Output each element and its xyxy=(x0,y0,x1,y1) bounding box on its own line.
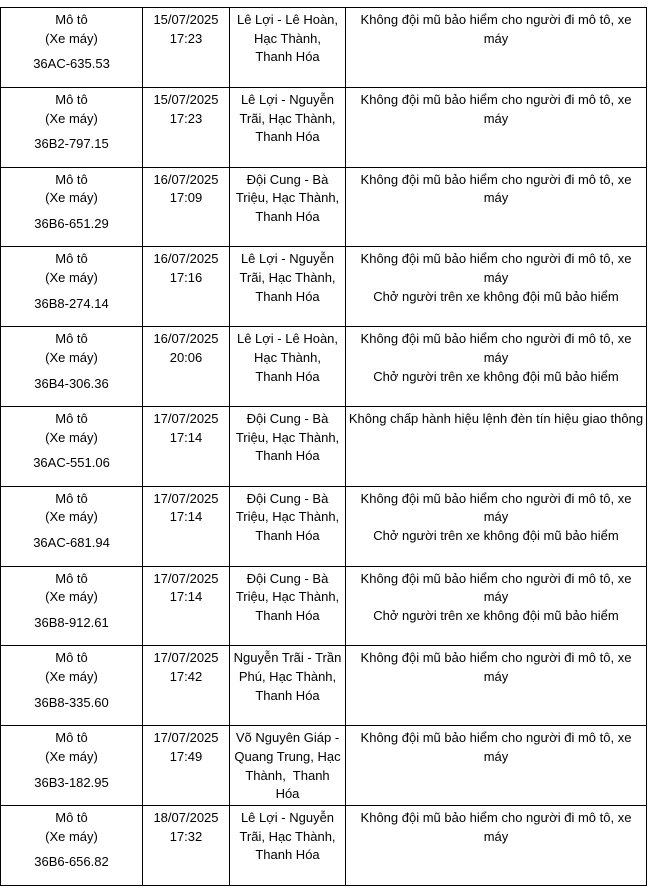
violation-date: 16/07/2025 xyxy=(153,331,219,347)
vehicle-type: Mô tô xyxy=(55,251,88,267)
violation-cell xyxy=(346,8,647,88)
violation-cell xyxy=(346,726,647,806)
vehicle-cell xyxy=(1,247,143,327)
vehicle-subtype: (Xe máy) xyxy=(45,429,98,445)
table-row xyxy=(1,167,647,247)
violation-time: 20:06 xyxy=(169,349,203,365)
location-line: Hạc Thành, xyxy=(254,30,321,46)
location-line: Thanh Hóa xyxy=(255,49,320,65)
violation-cell xyxy=(346,247,647,327)
violation-time: 17:23 xyxy=(169,110,203,126)
location-line: Lê Lợi - Nguyễn xyxy=(240,251,335,267)
location-cell xyxy=(230,8,346,88)
violation-cell xyxy=(346,167,647,247)
violation-date: 16/07/2025 xyxy=(153,251,219,267)
time-cell xyxy=(143,566,230,646)
license-plate: 36AC-681.94 xyxy=(33,535,110,551)
location-cell xyxy=(230,646,346,726)
violation-date: 17/07/2025 xyxy=(153,730,219,746)
violation-text: Không đội mũ bảo hiểm cho người đi mô tô, xe xyxy=(360,570,632,586)
violation-date: 15/07/2025 xyxy=(153,91,219,107)
location-line: Đội Cung - Bà xyxy=(246,490,329,506)
vehicle-cell xyxy=(1,327,143,407)
vehicle-subtype: (Xe máy) xyxy=(45,30,98,46)
vehicle-type: Mô tô xyxy=(55,91,88,107)
violation-text: Không đội mũ bảo hiểm cho người đi mô tô, xe xyxy=(360,730,632,746)
location-line: Trãi, Hạc Thành, xyxy=(239,270,336,286)
time-cell xyxy=(143,87,230,167)
vehicle-cell xyxy=(1,646,143,726)
location-line: Thanh Hóa xyxy=(255,288,320,304)
vehicle-type: Mô tô xyxy=(55,809,88,825)
violation-time: 17:32 xyxy=(169,828,203,844)
license-plate: 36B4-306.36 xyxy=(34,375,109,391)
location-line: Thanh Hóa xyxy=(255,607,320,623)
time-cell xyxy=(143,247,230,327)
vehicle-type: Mô tô xyxy=(55,730,88,746)
violation-time: 17:09 xyxy=(169,190,203,206)
license-plate: 36AC-551.06 xyxy=(33,455,110,471)
violations-table xyxy=(0,7,647,886)
vehicle-cell xyxy=(1,566,143,646)
location-line: Đội Cung - Bà xyxy=(246,171,329,187)
vehicle-type: Mô tô xyxy=(55,331,88,347)
location-line: Hóa xyxy=(275,786,300,802)
violation-text: Không đội mũ bảo hiểm cho người đi mô tô, xe xyxy=(360,251,632,267)
vehicle-type: Mô tô xyxy=(55,410,88,426)
violation-cell xyxy=(346,327,647,407)
vehicle-cell xyxy=(1,805,143,885)
time-cell xyxy=(143,167,230,247)
location-line: Thanh Hóa xyxy=(255,528,320,544)
location-line: Trãi, Hạc Thành, xyxy=(239,110,336,126)
table-body xyxy=(1,8,647,886)
violation-time: 17:42 xyxy=(169,669,203,685)
violation-date: 17/07/2025 xyxy=(153,570,219,586)
table-row xyxy=(1,87,647,167)
violation-text: Không đội mũ bảo hiểm cho người đi mô tô, xe xyxy=(360,171,632,187)
violation-text: Không đội mũ bảo hiểm cho người đi mô tô, xe xyxy=(360,490,632,506)
violation-time: 17:23 xyxy=(169,30,203,46)
location-line: Phú, Hạc Thành, xyxy=(238,669,337,685)
vehicle-subtype: (Xe máy) xyxy=(45,748,98,764)
violation-text: Chở người trên xe không đội mũ bảo hiểm xyxy=(373,368,619,384)
violation-date: 17/07/2025 xyxy=(153,410,219,426)
location-line: Trãi, Hạc Thành, xyxy=(239,828,336,844)
table-row xyxy=(1,726,647,806)
vehicle-type: Mô tô xyxy=(55,12,88,27)
violation-text: máy xyxy=(483,190,509,206)
vehicle-type: Mô tô xyxy=(55,570,88,586)
violation-text: Chở người trên xe không đội mũ bảo hiểm xyxy=(373,607,619,623)
location-line: Võ Nguyên Giáp - xyxy=(235,730,340,746)
location-line: Thanh Hóa xyxy=(255,209,320,224)
violation-text: Không đội mũ bảo hiểm cho người đi mô tô, xe xyxy=(360,809,632,825)
location-cell xyxy=(230,805,346,885)
location-cell xyxy=(230,167,346,247)
vehicle-type: Mô tô xyxy=(55,490,88,506)
location-line: Đội Cung - Bà xyxy=(246,570,329,586)
violation-cell xyxy=(346,406,647,486)
time-cell xyxy=(143,726,230,806)
violation-time: 17:49 xyxy=(169,748,203,764)
vehicle-cell xyxy=(1,87,143,167)
location-line: Quang Trung, Hạc xyxy=(234,748,341,764)
vehicle-subtype: (Xe máy) xyxy=(45,110,98,126)
violation-text: máy xyxy=(483,110,509,126)
location-line: Triệu, Hạc Thành, xyxy=(235,190,340,206)
violation-text: Không đội mũ bảo hiểm cho người đi mô tô, xe xyxy=(360,331,632,347)
vehicle-cell xyxy=(1,8,143,88)
license-plate: 36B2-797.15 xyxy=(34,136,109,152)
license-plate: 36B8-912.61 xyxy=(34,614,109,630)
location-line: Nguyễn Trãi - Trần xyxy=(233,650,342,666)
violation-time: 17:14 xyxy=(169,589,203,605)
time-cell xyxy=(143,486,230,566)
license-plate: 36B8-335.60 xyxy=(34,694,109,710)
vehicle-cell xyxy=(1,167,143,247)
license-plate: 36AC-635.53 xyxy=(33,56,110,72)
violation-text: Không đội mũ bảo hiểm cho người đi mô tô, xe xyxy=(360,650,632,666)
violation-text: máy xyxy=(483,509,509,525)
violation-cell xyxy=(346,805,647,885)
time-cell xyxy=(143,646,230,726)
location-cell xyxy=(230,406,346,486)
vehicle-subtype: (Xe máy) xyxy=(45,190,98,206)
time-cell xyxy=(143,8,230,88)
location-line: Thanh Hóa xyxy=(255,847,320,863)
table-row xyxy=(1,8,647,88)
location-line: Thanh Hóa xyxy=(255,368,320,384)
violation-date: 15/07/2025 xyxy=(153,12,219,27)
vehicle-cell xyxy=(1,486,143,566)
violation-cell xyxy=(346,486,647,566)
location-line: Hạc Thành, xyxy=(254,349,321,365)
violation-cell xyxy=(346,87,647,167)
violation-text: Không đội mũ bảo hiểm cho người đi mô tô, xe xyxy=(360,91,632,107)
table-row xyxy=(1,486,647,566)
location-line: Thanh Hóa xyxy=(255,448,320,464)
violation-text: máy xyxy=(483,349,509,365)
location-line: Lê Lợi - Lê Hoàn, xyxy=(236,331,339,347)
location-line: Lê Lợi - Nguyễn xyxy=(240,809,335,825)
table-row xyxy=(1,406,647,486)
violation-text: máy xyxy=(483,748,509,764)
time-cell xyxy=(143,805,230,885)
vehicle-type: Mô tô xyxy=(55,650,88,666)
violation-text: máy xyxy=(483,270,509,286)
table-row xyxy=(1,566,647,646)
vehicle-type: Mô tô xyxy=(55,171,88,187)
vehicle-subtype: (Xe máy) xyxy=(45,349,98,365)
table-row xyxy=(1,805,647,885)
location-cell xyxy=(230,726,346,806)
violation-time: 17:14 xyxy=(169,429,203,445)
table-row xyxy=(1,646,647,726)
violation-date: 17/07/2025 xyxy=(153,650,219,666)
table-row xyxy=(1,247,647,327)
violation-cell xyxy=(346,566,647,646)
license-plate: 36B3-182.95 xyxy=(34,774,109,790)
violation-date: 17/07/2025 xyxy=(153,490,219,506)
violation-text: máy xyxy=(483,589,509,605)
violation-time: 17:16 xyxy=(169,270,203,286)
vehicle-subtype: (Xe máy) xyxy=(45,828,98,844)
violation-text: Chở người trên xe không đội mũ bảo hiểm xyxy=(373,528,619,544)
license-plate: 36B6-651.29 xyxy=(34,216,109,231)
location-line: Triệu, Hạc Thành, xyxy=(235,589,340,605)
location-line: Thanh Hóa xyxy=(255,129,320,145)
license-plate: 36B6-656.82 xyxy=(34,854,109,870)
vehicle-cell xyxy=(1,726,143,806)
violation-text: máy xyxy=(483,669,509,685)
violation-date: 18/07/2025 xyxy=(153,809,219,825)
location-cell xyxy=(230,327,346,407)
violation-cell xyxy=(346,646,647,726)
location-line: Lê Lợi - Lê Hoàn, xyxy=(236,12,339,27)
location-line: Triệu, Hạc Thành, xyxy=(235,429,340,445)
violation-text: máy xyxy=(483,30,509,46)
location-line: Lê Lợi - Nguyễn xyxy=(240,91,335,107)
time-cell xyxy=(143,327,230,407)
violation-text: Không đội mũ bảo hiểm cho người đi mô tô, xe xyxy=(360,12,632,27)
location-cell xyxy=(230,87,346,167)
location-cell xyxy=(230,247,346,327)
vehicle-subtype: (Xe máy) xyxy=(45,589,98,605)
vehicle-subtype: (Xe máy) xyxy=(45,669,98,685)
table-row xyxy=(1,327,647,407)
violation-text: Chở người trên xe không đội mũ bảo hiểm xyxy=(373,288,619,304)
location-line: Triệu, Hạc Thành, xyxy=(235,509,340,525)
violation-date: 16/07/2025 xyxy=(153,171,219,187)
location-line: Đội Cung - Bà xyxy=(246,410,329,426)
vehicle-subtype: (Xe máy) xyxy=(45,270,98,286)
time-cell xyxy=(143,406,230,486)
location-cell xyxy=(230,566,346,646)
violation-text: Không chấp hành hiệu lệnh đèn tín hiệu giao thông xyxy=(348,410,644,426)
vehicle-subtype: (Xe máy) xyxy=(45,509,98,525)
location-line: Thanh Hóa xyxy=(255,687,320,703)
location-cell xyxy=(230,486,346,566)
license-plate: 36B8-274.14 xyxy=(34,295,109,311)
location-line: Thành, Thanh xyxy=(245,767,330,783)
violation-time: 17:14 xyxy=(169,509,203,525)
vehicle-cell xyxy=(1,406,143,486)
violation-text: máy xyxy=(483,828,509,844)
